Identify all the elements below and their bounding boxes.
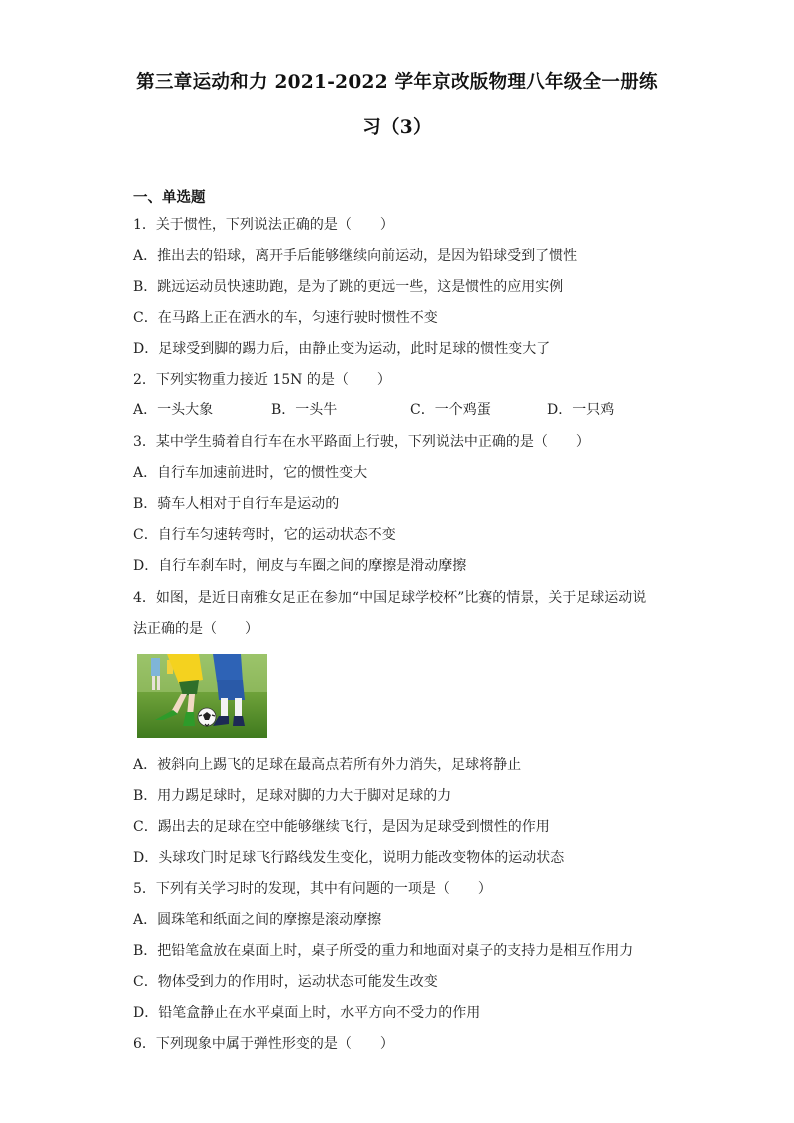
question-4-stem-line-1: 4．如图，是近日南雅女足正在参加“中国足球学校杯”比赛的情景，关于足球运动说 [133, 590, 647, 606]
question-1-option-d: D．足球受到脚的踢力后，由静止变为运动，此时足球的惯性变大了 [133, 341, 551, 357]
question-3-option-a: A．自行车加速前进时，它的惯性变大 [133, 465, 368, 481]
page-title-line-2: 习（3） [362, 117, 432, 138]
question-2-options [133, 399, 693, 419]
question-4-option-a: A．被斜向上踢飞的足球在最高点若所有外力消失，足球将静止 [133, 757, 522, 773]
question-2-option-d: D．一只鸡 [547, 402, 615, 418]
question-3-stem: 3．某中学生骑着自行车在水平路面上行驶，下列说法中正确的是（ ） [133, 434, 590, 450]
question-4-stem-line-2: 法正确的是（ ） [133, 621, 259, 637]
question-1-stem: 1．关于惯性，下列说法正确的是（ ） [133, 217, 394, 233]
section-heading: 一、单选题 [133, 189, 206, 206]
question-5-option-c: C．物体受到力的作用时，运动状态可能发生改变 [133, 974, 438, 990]
question-3-option-d: D．自行车刹车时，闸皮与车圈之间的摩擦是滑动摩擦 [133, 558, 467, 574]
question-5-stem: 5．下列有关学习时的发现，其中有问题的一项是（ ） [133, 881, 492, 897]
question-2-option-b: B．一头牛 [271, 402, 338, 418]
question-2-option-a: A．一头大象 [133, 402, 214, 418]
question-2-stem: 2．下列实物重力接近 15N 的是（ ） [133, 372, 391, 388]
question-5-option-d: D．铅笔盒静止在水平桌面上时，水平方向不受力的作用 [133, 1005, 481, 1021]
question-1-option-a: A．推出去的铅球，离开手后能够继续向前运动，是因为铅球受到了惯性 [133, 248, 578, 264]
question-4-option-c: C．踢出去的足球在空中能够继续飞行，是因为足球受到惯性的作用 [133, 819, 550, 835]
question-1-option-b: B．跳远运动员快速助跑，是为了跳的更远一些，这是惯性的应用实例 [133, 279, 564, 295]
question-3-option-b: B．骑车人相对于自行车是运动的 [133, 496, 340, 512]
question-4-option-b: B．用力踢足球时，足球对脚的力大于脚对足球的力 [133, 788, 452, 804]
question-4-option-d: D．头球攻门时足球飞行路线发生变化，说明力能改变物体的运动状态 [133, 850, 565, 866]
question-6-stem: 6．下列现象中属于弹性形变的是（ ） [133, 1036, 394, 1052]
page-title-line-1: 第三章运动和力 2021-2022 学年京改版物理八年级全一册练 [136, 72, 658, 93]
question-3-option-c: C．自行车匀速转弯时，它的运动状态不变 [133, 527, 396, 543]
question-1-option-c: C．在马路上正在洒水的车，匀速行驶时惯性不变 [133, 310, 438, 326]
soccer-match-photo [137, 654, 267, 738]
question-5-option-a: A．圆珠笔和纸面之间的摩擦是滚动摩擦 [133, 912, 382, 928]
question-2-option-c: C．一个鸡蛋 [410, 402, 491, 418]
question-5-option-b: B．把铅笔盒放在桌面上时，桌子所受的重力和地面对桌子的支持力是相互作用力 [133, 943, 634, 959]
